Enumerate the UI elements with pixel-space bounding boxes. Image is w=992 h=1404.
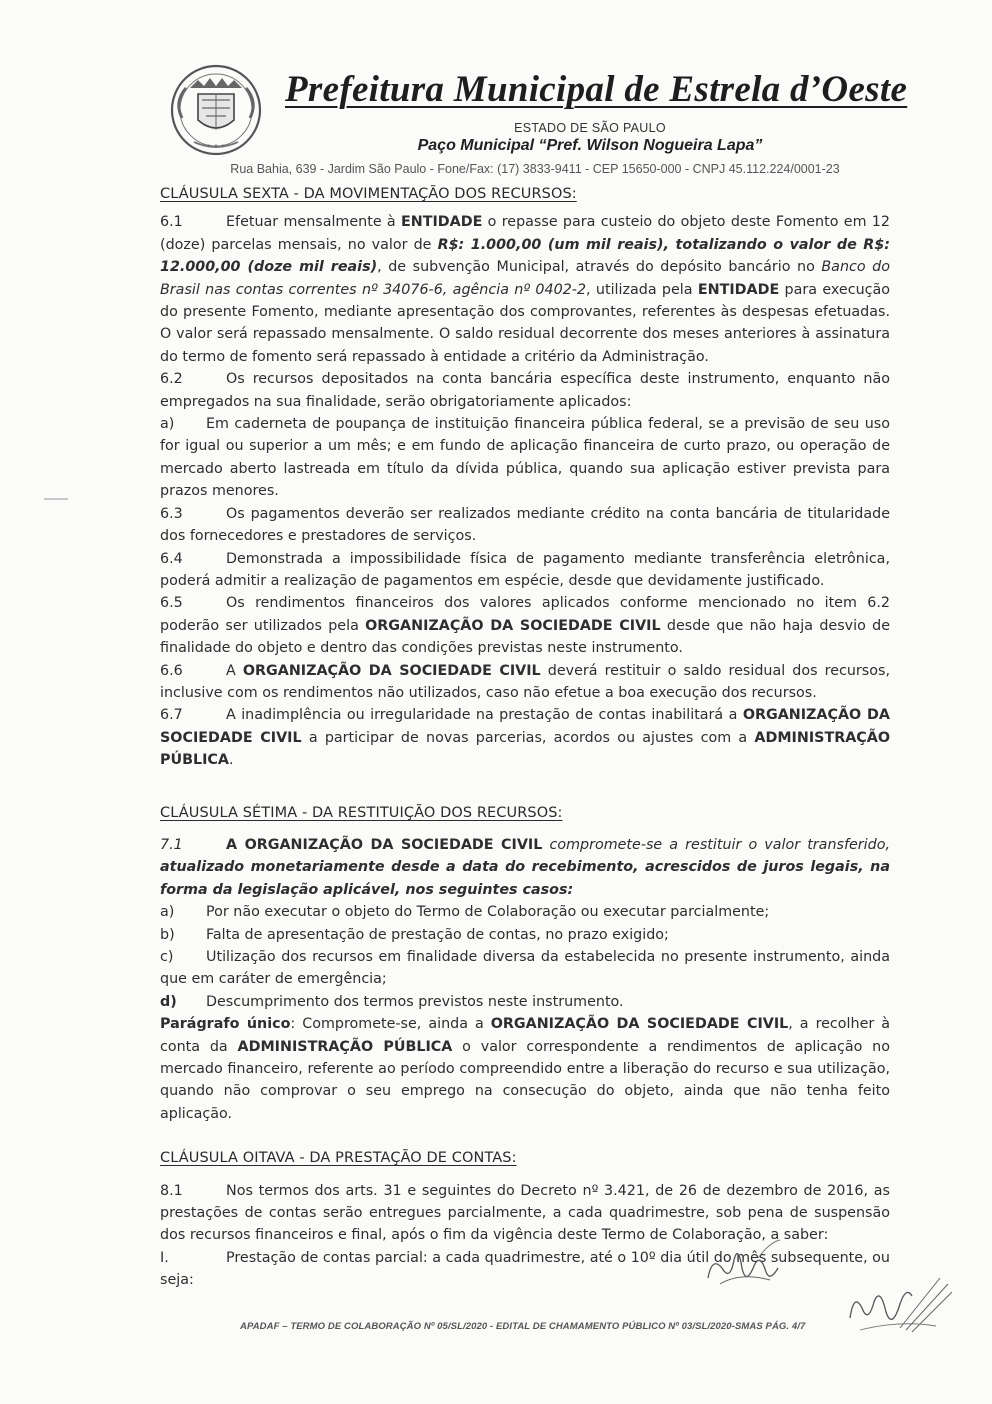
item-letter: c) — [160, 949, 174, 965]
municipal-palace-name: Paço Municipal “Pref. Wilson Nogueira Lapa” — [417, 137, 763, 154]
clause-heading-setima: CLÁUSULA SÉTIMA - DA RESTITUIÇÃO DOS RECURSOS: — [160, 804, 563, 821]
margin-mark — [44, 488, 68, 492]
item-number: I. — [160, 1249, 169, 1266]
item-number: 6.1 — [160, 214, 183, 231]
paragraph-7-1: 7.1 A ORGANIZAÇÃO DA SOCIEDADE CIVIL compromete-se a restituir o valor transferido, atualizado monetariamente desde a data do recebimento, acrescidos de juros legais, na forma da legislação aplicável, nos seguintes casos: — [160, 834, 890, 901]
paragraph-6-3: 6.3 Os pagamentos deverão ser realizados mediante crédito na conta bancária de titularidade dos fornecedores e prestadores de serviços. — [160, 503, 890, 548]
clause-heading-sexta: CLÁUSULA SEXTA - DA MOVIMENTAÇÃO DOS RECURSOS: — [160, 186, 577, 202]
item-number: 6.7 — [160, 707, 183, 724]
paragraph-6-2: 6.2 Os recursos depositados na conta bancária específica deste instrumento, enquanto não empregados na sua finalidade, serão obrigatoriamente aplicados: — [160, 368, 890, 413]
paragraph-8-1: 8.1 Nos termos dos arts. 31 e seguintes do Decreto nº 3.421, de 26 de dezembro de 2016, as prestações de contas serão entregues parcialmente, a cada quadrimestre, sob pena de suspensão dos recursos financeiros e final, após o fim da vigência deste Termo de Colaboração, a saber: — [160, 1180, 890, 1247]
item-letter: b) — [160, 926, 175, 943]
paragraph-6-2-a: a) Em caderneta de poupança de instituição financeira pública federal, se a previsão de seu uso for igual ou superior a um mês; e em fundo de aplicação financeira de curto prazo, ou operação de mercado aberto lastreada em título da dívida pública, quando sua aplicação estiver prevista para prazos menores. — [160, 413, 890, 503]
list-item-7-b: b) Falta de apresentação de prestação de contas, no prazo exigido; — [160, 924, 890, 946]
item-number: 7.1 — [160, 836, 183, 853]
paragraph-6-6: 6.6 A ORGANIZAÇÃO DA SOCIEDADE CIVIL deverá restituir o saldo residual dos recursos, inclusive com os rendimentos não utilizados, caso não efetue a boa execução dos recursos. — [160, 660, 890, 705]
item-number: 6.3 — [160, 505, 183, 522]
item-number: 6.2 — [160, 371, 183, 388]
sole-paragraph: Parágrafo único: Compromete-se, ainda a ORGANIZAÇÃO DA SOCIEDADE CIVIL, a recolher à conta da ADMINISTRAÇÃO PÚBLICA o valor correspondente a rendimentos de aplicação no mercado financeiro, referente ao período compreendido entre a liberação do recurso e sua utilização, quando não comprovar o seu emprego na consecução do objeto, ainda que não tenha feito aplicação. — [160, 1016, 891, 1122]
clause-heading-oitava: CLÁUSULA OITAVA - DA PRESTAÇÃO DE CONTAS: — [160, 1150, 517, 1167]
municipal-seal-icon — [168, 62, 264, 158]
municipal-address: Rua Bahia, 639 - Jardim São Paulo - Fone/Fax: (17) 3833-9411 - CEP 15650-000 - CNPJ 45.112.224/0001-23 — [230, 162, 840, 176]
svg-text:✦ ✦ ✦: ✦ ✦ ✦ — [206, 143, 226, 150]
paragraph-6-1: 6.1 Efetuar mensalmente à ENTIDADE o repasse para custeio do objeto deste Fomento em 12 (doze) parcelas mensais, no valor de R$: 1.000,00 (um mil reais), totalizando o valor de R$: 12.000,00 (doze mil reais), de subvenção Municipal, através do depósito bancário no Banco do Brasil nas contas correntes nº 34076-6, agência nº 0402-2, utilizada pela ENTIDADE para execução do presente Fomento, mediante apresentação dos comprovantes, referentes às despesas efetuadas. O valor será repassado mensalmente. O saldo residual decorrente dos meses anteriores à assinatura do termo de fomento será repassado à entidade a critério da Administração. — [160, 211, 890, 368]
municipality-title: Prefeitura Municipal de Estrela d’Oeste — [285, 69, 908, 110]
list-item-7-c: c) Utilização dos recursos em finalidade diversa da estabelecida no presente instrumento, ainda que em caráter de emergência; — [160, 946, 890, 991]
paragraph-6-4: 6.4 Demonstrada a impossibilidade física de pagamento mediante transferência eletrônica, poderá admitir a realização de pagamentos em espécie, desde que devidamente justificado. — [160, 548, 890, 593]
item-letter: a) — [160, 904, 175, 921]
signature-icon — [840, 1268, 955, 1348]
item-letter: d) — [160, 993, 177, 1010]
document-body — [160, 183, 890, 1292]
item-number: 6.4 — [160, 550, 183, 567]
paragraph-6-5: 6.5 Os rendimentos financeiros dos valores aplicados conforme mencionado no item 6.2 poderão ser utilizados pela ORGANIZAÇÃO DA SOCIEDADE CIVIL desde que não haja desvio de finalidade do objeto e dentro das condições previstas neste instrumento. — [160, 592, 890, 659]
page-footer: APADAF – TERMO DE COLABORAÇÃO Nº 05/SL/2020 - EDITAL DE CHAMAMENTO PÚBLICO Nº 03/SL/2020-SMAS PÁG. 4/7 — [240, 1321, 806, 1332]
item-number: 6.5 — [160, 595, 183, 612]
paragraph-6-7: 6.7 A inadimplência ou irregularidade na prestação de contas inabilitará a ORGANIZAÇÃO DA SOCIEDADE CIVIL a participar de novas parcerias, acordos ou ajustes com a ADMINISTRAÇÃO PÚBLICA. — [160, 704, 890, 771]
paragraph-8-1-I: I. Prestação de contas parcial: a cada quadrimestre, até o 10º dia útil do mês subsequente, ou seja: — [160, 1247, 890, 1292]
state-name: ESTADO DE SÃO PAULO — [514, 121, 666, 135]
list-item-7-d: d) Descumprimento dos termos previstos neste instrumento. — [160, 991, 890, 1013]
signature-icon — [700, 1238, 790, 1298]
item-number: 6.6 — [160, 662, 183, 679]
item-letter: a) — [160, 416, 175, 433]
list-item-7-a: a) Por não executar o objeto do Termo de Colaboração ou executar parcialmente; — [160, 901, 890, 923]
item-number: 8.1 — [160, 1182, 183, 1199]
